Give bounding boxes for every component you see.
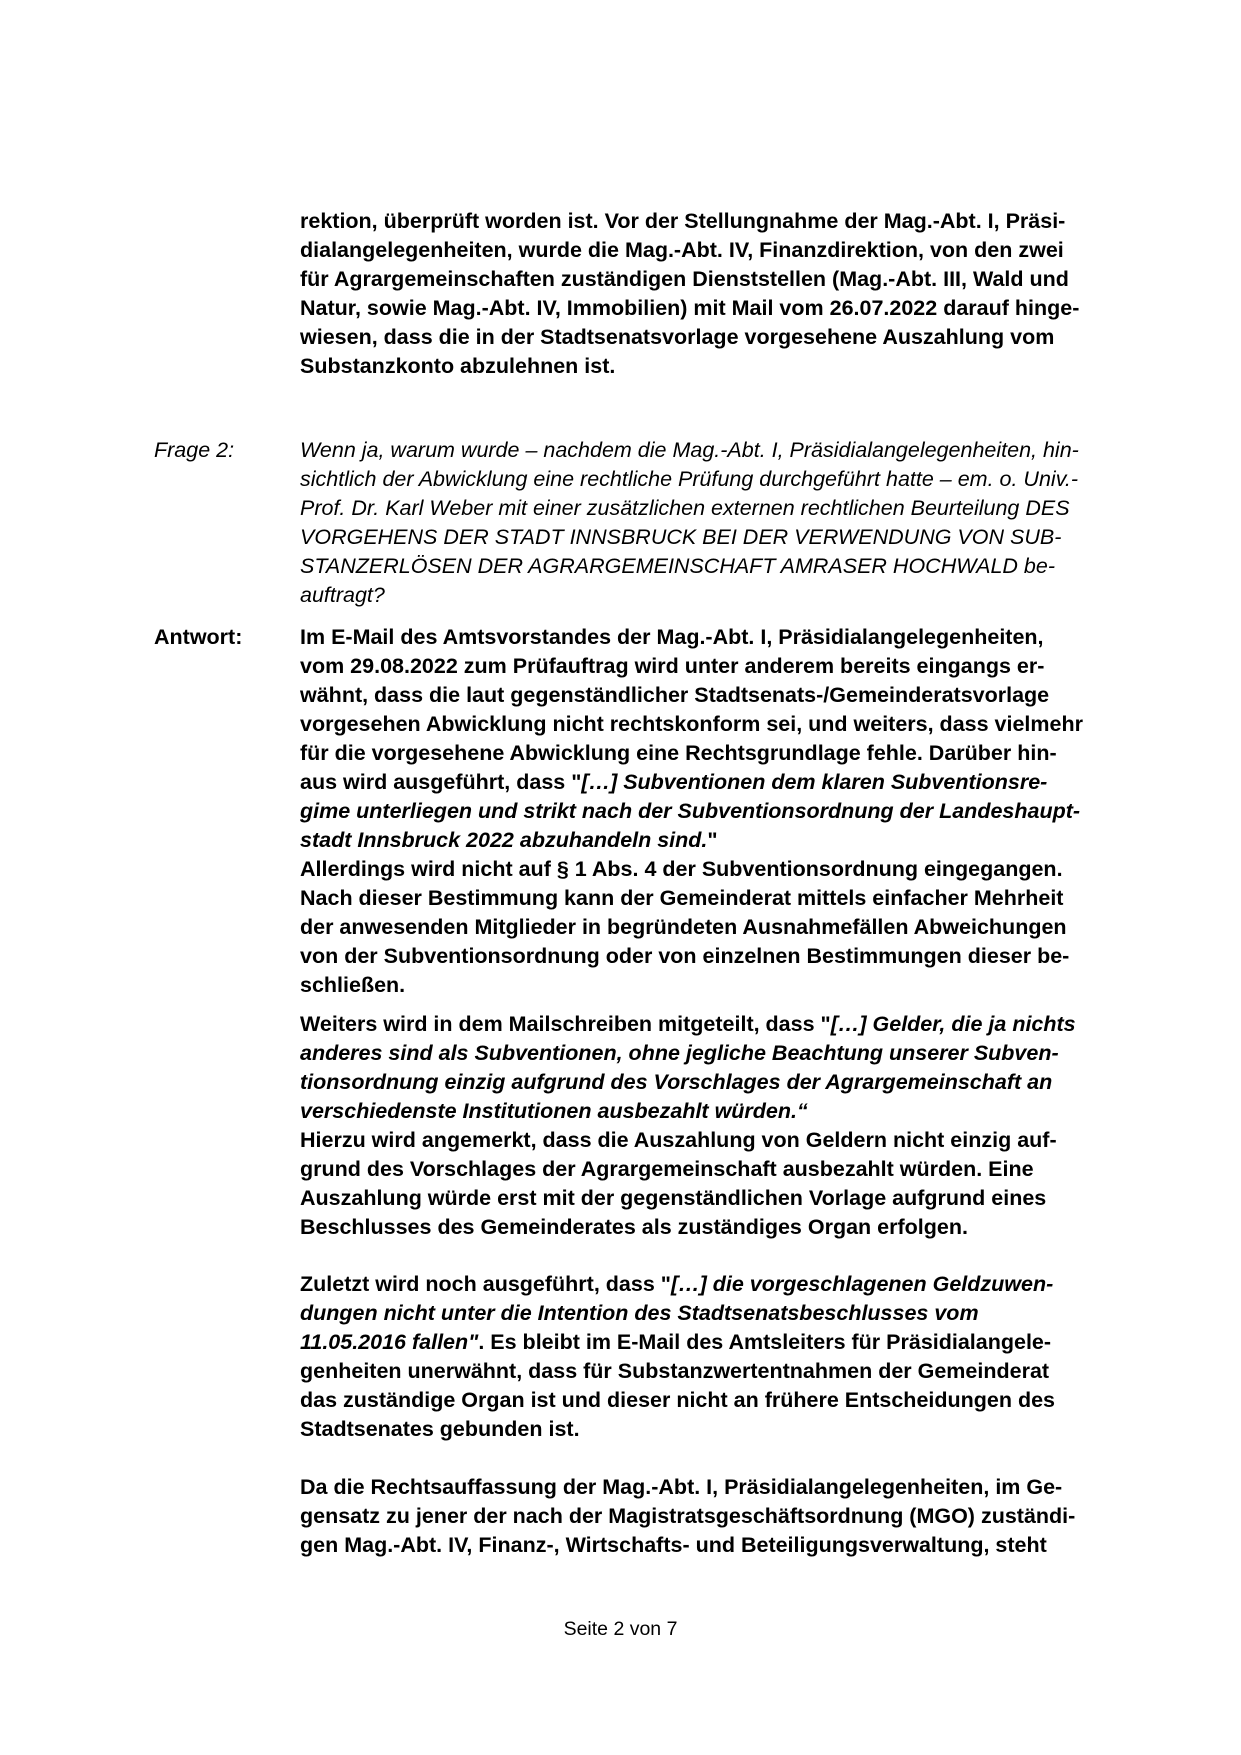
quote-line: anderes sind als Subventionen, ohne jegliche Beachtung unserer Subven- — [300, 1041, 1059, 1065]
text-line: schließen. — [300, 973, 406, 997]
quote-line: gime unterliegen und strikt nach der Subventionsordnung der Landeshaupt- — [300, 799, 1081, 823]
text-line: wähnt, dass die laut gegenständlicher Stadtsenats-/Gemeinderatsvorlage — [300, 683, 1050, 707]
text-line: Natur, sowie Mag.-Abt. IV, Immobilien) mit Mail vom 26.07.2022 darauf hinge- — [300, 296, 1080, 320]
quote-line: tionsordnung einzig aufgrund des Vorschlages der Agrargemeinschaft an — [300, 1070, 1053, 1094]
text-run: Zuletzt wird noch ausgeführt, dass " — [300, 1272, 671, 1296]
text-line — [300, 830, 718, 852]
text-line: für Agrargemeinschaften zuständigen Dienststellen (Mag.-Abt. III, Wald und — [300, 267, 1069, 291]
text-line: Stadtsenates gebunden ist. — [300, 1417, 580, 1441]
question-line: sichtlich der Abwicklung eine rechtliche Prüfung durchgeführt hatte – em. o. Univ.- — [300, 467, 1078, 491]
question-line: Prof. Dr. Karl Weber mit einer zusätzlichen externen rechtlichen Beurteilung DES — [300, 496, 1070, 520]
text-run: " — [707, 828, 718, 852]
quote-run: […] die vorgeschlagenen Geldzuwen- — [670, 1272, 1054, 1296]
text-line: Im E-Mail des Amtsvorstandes der Mag.-Abt. I, Präsidialangelegenheiten, — [300, 625, 1044, 649]
quote-line: verschiedenste Institutionen ausbezahlt würden.“ — [300, 1099, 808, 1123]
text-line: Allerdings wird nicht auf § 1 Abs. 4 der Subventionsordnung eingegangen. — [300, 857, 1063, 881]
text-line: gensatz zu jener der nach der Magistratsgeschäftsordnung (MGO) zuständi- — [300, 1504, 1076, 1528]
text-line: gen Mag.-Abt. IV, Finanz-, Wirtschafts- und Beteiligungsverwaltung, steht — [300, 1533, 1047, 1557]
text-line: Hierzu wird angemerkt, dass die Auszahlung von Geldern nicht einzig auf- — [300, 1128, 1057, 1152]
question-line: Wenn ja, warum wurde – nachdem die Mag.-Abt. I, Präsidialangelegenheiten, hin- — [300, 438, 1079, 462]
answer-label: Antwort: — [154, 625, 243, 649]
text-line: dialangelegenheiten, wurde die Mag.-Abt. IV, Finanzdirektion, von den zwei — [300, 238, 1064, 262]
quote-run: stadt Innsbruck 2022 abzuhandeln sind. — [300, 828, 708, 852]
text-line: rektion, überprüft worden ist. Vor der Stellungnahme der Mag.-Abt. I, Präsi- — [300, 209, 1066, 233]
text-line — [300, 772, 1047, 794]
text-line — [300, 1014, 1076, 1036]
quote-line: dungen nicht unter die Intention des Stadtsenatsbeschlusses vom — [300, 1301, 979, 1325]
text-run: Weiters wird in dem Mailschreiben mitgeteilt, dass " — [300, 1012, 831, 1036]
text-line: wiesen, dass die in der Stadtsenatsvorlage vorgesehene Auszahlung vom — [300, 325, 1055, 349]
question-line: STANZERLÖSEN DER AGRARGEMEINSCHAFT AMRASER HOCHWALD be- — [300, 554, 1055, 578]
text-line: genheiten unerwähnt, dass für Substanzwertentnahmen der Gemeinderat — [300, 1359, 1050, 1383]
question-line: auftragt? — [300, 583, 385, 607]
text-line: Da die Rechtsauffassung der Mag.-Abt. I, Präsidialangelegenheiten, im Ge- — [300, 1475, 1063, 1499]
text-line — [300, 1274, 1053, 1296]
text-line: der anwesenden Mitglieder in begründeten Ausnahmefällen Abweichungen — [300, 915, 1067, 939]
text-run: aus wird ausgeführt, dass " — [300, 770, 582, 794]
text-line: grund des Vorschlages der Agrargemeinschaft ausbezahlt würden. Eine — [300, 1157, 1034, 1181]
text-line: Beschlusses des Gemeinderates als zuständiges Organ erfolgen. — [300, 1215, 968, 1239]
text-line: vorgesehen Abwicklung nicht rechtskonform sei, und weiters, dass vielmehr — [300, 712, 1083, 736]
text-run: . Es bleibt im E-Mail des Amtsleiters für Präsidialangele- — [478, 1330, 1052, 1354]
text-line: Substanzkonto abzulehnen ist. — [300, 354, 616, 378]
text-line: vom 29.08.2022 zum Prüfauftrag wird unter anderem bereits eingangs er- — [300, 654, 1045, 678]
quote-run: 11.05.2016 fallen" — [300, 1330, 479, 1354]
question-label: Frage 2: — [154, 438, 235, 462]
text-line: Nach dieser Bestimmung kann der Gemeinderat mittels einfacher Mehrheit — [300, 886, 1064, 910]
text-line: das zuständige Organ ist und dieser nicht an frühere Entscheidungen des — [300, 1388, 1056, 1412]
quote-run: […] Subventionen dem klaren Subventionsre- — [581, 770, 1048, 794]
text-line — [300, 1332, 1051, 1354]
text-line: für die vorgesehene Abwicklung eine Rechtsgrundlage fehle. Darüber hin- — [300, 741, 1057, 765]
text-line: Auszahlung würde erst mit der gegenständlichen Vorlage aufgrund eines — [300, 1186, 1047, 1210]
page-number: Seite 2 von 7 — [563, 1618, 678, 1640]
text-line: von der Subventionsordnung oder von einzelnen Bestimmungen dieser be- — [300, 944, 1070, 968]
question-line: VORGEHENS DER STADT INNSBRUCK BEI DER VERWENDUNG VON SUB- — [300, 525, 1062, 549]
quote-run: […] Gelder, die ja nichts — [830, 1012, 1076, 1036]
